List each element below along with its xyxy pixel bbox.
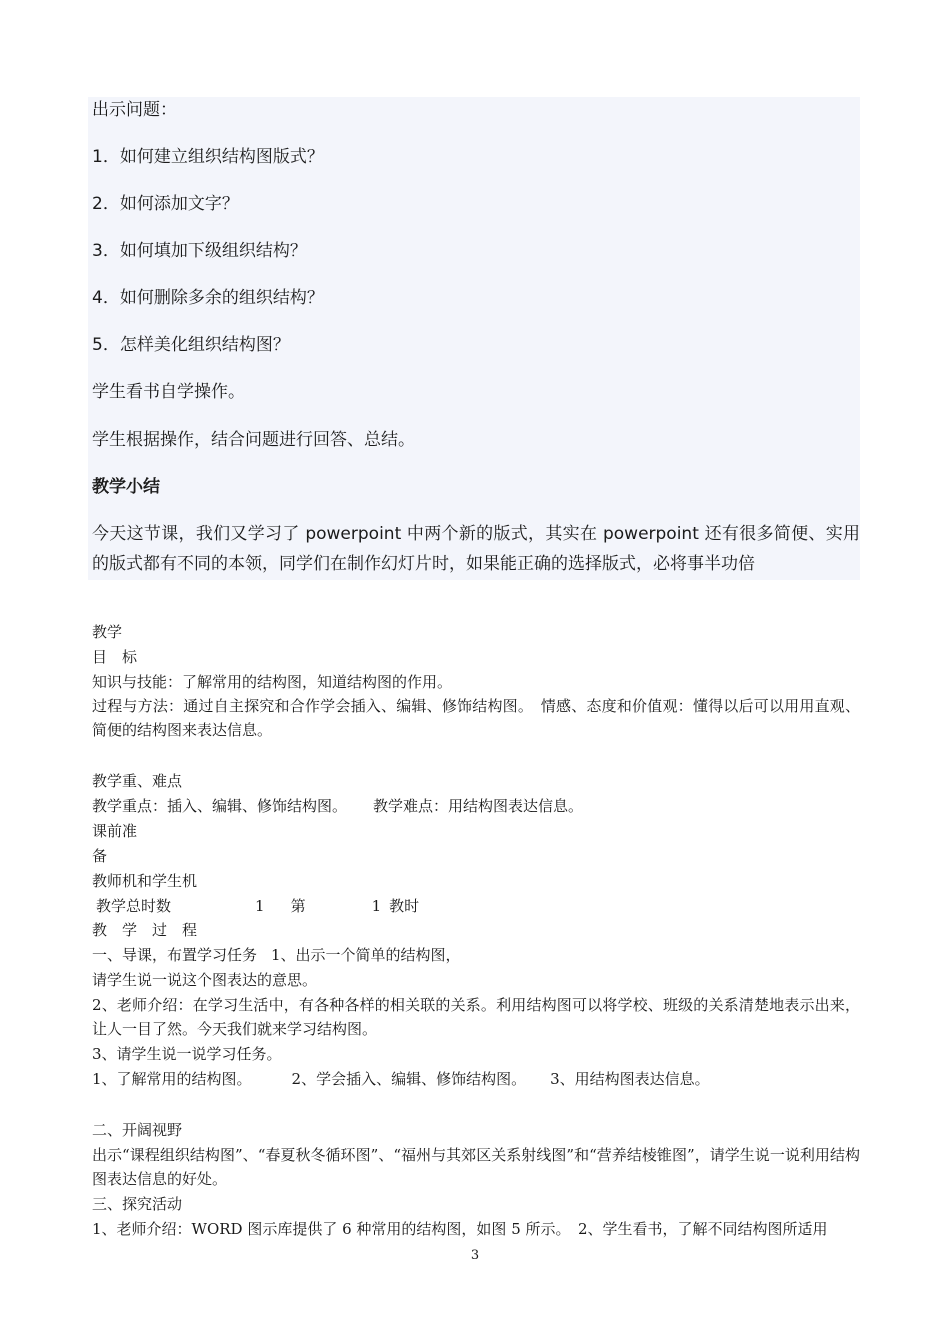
task-2: 2、学会插入、编辑、修饰结构图。: [291, 1070, 527, 1088]
step1-detail: 1、出示一个简单的结构图，: [271, 946, 461, 964]
question-1: 1．如何建立组织结构图版式？: [92, 147, 324, 167]
hours-n: 1: [371, 897, 382, 915]
objective-process-emotion: 过程与方法：通过自主探究和合作学会插入、编辑、修饰结构图。 情感、态度和价值观：懂得以后可以用用直观、简便的结构图来表达信息。: [92, 697, 860, 739]
hours-unit: 教时: [389, 897, 420, 915]
label-mubiao: 目 标: [92, 648, 138, 666]
prep-label-2: 备: [92, 847, 108, 865]
hours-value: 1: [255, 897, 265, 915]
hours-label: 教学总时数: [96, 897, 172, 915]
label-jiaoxue: 教学: [92, 623, 123, 641]
hours-di: 第: [290, 897, 306, 915]
summary-paragraph: 今天这节课，我们又学习了 powerpoint 中两个新的版式，其实在 powerpoint 还有很多简便、实用的版式都有不同的本领，同学们在制作幻灯片时，如果能正确的选择版式，必将事半功倍: [92, 524, 860, 574]
question-3: 3．如何填加下级组织结构？: [92, 241, 307, 261]
step1-ask: 请学生说一说这个图表达的意思。: [92, 971, 318, 989]
part3-heading: 三、探究活动: [92, 1195, 183, 1213]
focus-heading: 教学重、难点: [92, 772, 183, 790]
part3-paragraph: 1、老师介绍：WORD 图示库提供了 6 种常用的结构图，如图 5 所示。 2、学生看书，了解不同结构图所适用: [92, 1220, 828, 1238]
objective-knowledge: 知识与技能：了解常用的结构图，知道结构图的作用。: [92, 673, 453, 691]
step1-line: [92, 945, 461, 965]
task-1: 1、了解常用的结构图。: [92, 1070, 252, 1088]
paragraph-self-study: 学生看书自学操作。: [92, 382, 245, 402]
process-heading: 教 学 过 程: [92, 921, 198, 939]
question-intro: 出示问题：: [92, 100, 177, 120]
step2-paragraph: 2、老师介绍：在学习生活中，有各种各样的相关联的关系。利用结构图可以将学校、班级的关系清楚地表示出来，让人一目了然。今天我们就来学习结构图。: [92, 996, 860, 1038]
hours-line: [92, 896, 419, 916]
step1-title: 一、导课，布置学习任务: [92, 946, 258, 964]
prep-content: 教师机和学生机: [92, 872, 198, 890]
focus-difficult: 教学难点：用结构图表达信息。: [373, 797, 584, 815]
page-number: 3: [470, 1248, 480, 1263]
focus-line: [92, 796, 583, 816]
part2-paragraph: 出示“课程组织结构图”、“春夏秋冬循环图”、“福州与其郊区关系射线图”和“营养结棱锥图”，请学生说一说利用结构图表达信息的好处。: [92, 1146, 860, 1188]
focus-key: 教学重点：插入、编辑、修饰结构图。: [92, 797, 348, 815]
summary-heading: 教学小结: [92, 477, 160, 497]
question-5: 5．怎样美化组织结构图？: [92, 335, 290, 355]
part2-heading: 二、开阔视野: [92, 1121, 183, 1139]
question-4: 4．如何删除多余的组织结构？: [92, 288, 324, 308]
step3-line: 3、请学生说一说学习任务。: [92, 1045, 282, 1063]
prep-label-1: 课前准: [92, 822, 138, 840]
task-3: 3、用结构图表达信息。: [550, 1070, 710, 1088]
question-2: 2．如何添加文字？: [92, 194, 239, 214]
tasks-line: [92, 1069, 710, 1089]
paragraph-answer-summary: 学生根据操作，结合问题进行回答、总结。: [92, 430, 415, 450]
